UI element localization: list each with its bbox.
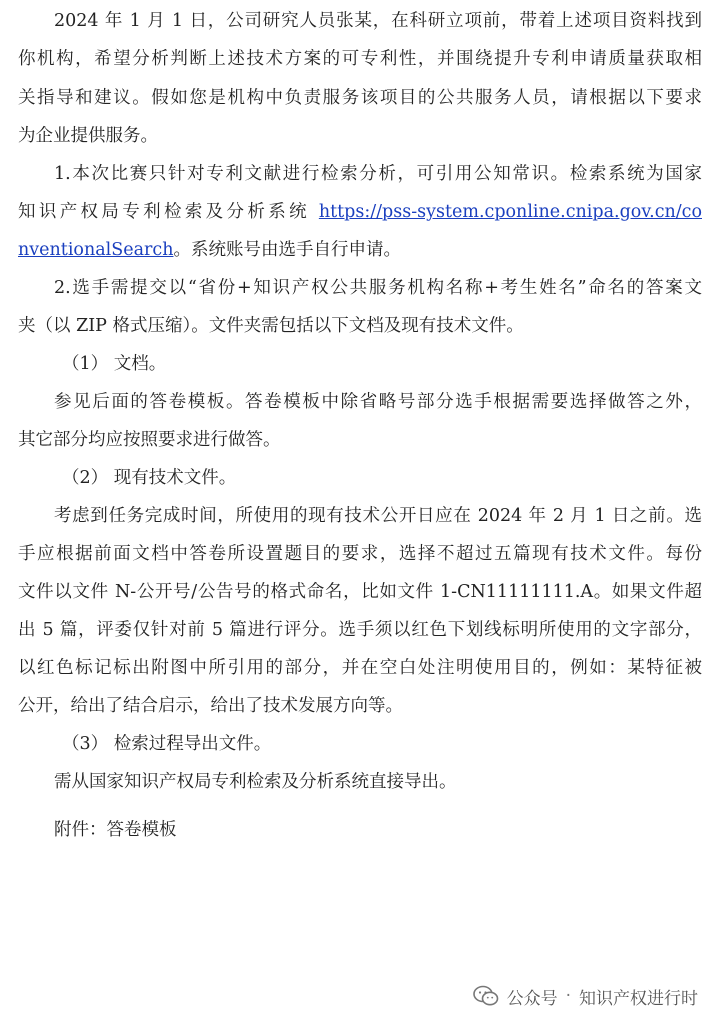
section-3-line-1: 需从国家知识产权局专利检索及分析系统直接导出。 (54, 772, 457, 792)
item-1-line-1: 1.本次比赛只针对专利文献进行检索分析，可引用公知常识。检索系统为国家 (54, 164, 702, 184)
section-2-line-4: 出 5 篇，评委仅针对前 5 篇进行评分。选手须以红色下划线标明所使用的文字部分， (18, 620, 702, 640)
watermark (473, 982, 698, 1010)
paragraph-1-line-2: 你机构，希望分析判断上述技术方案的可专利性，并围绕提升专利申请质量获取相 (18, 49, 702, 69)
section-2-line-3: 文件以文件 N-公开号/公告号的格式命名，比如文件 1-CN11111111.A。如果文件超 (18, 582, 702, 602)
section-2-line-1: 考虑到任务完成时间，所使用的现有技术公开日应在 2024 年 2 月 1 日之前。选 (54, 506, 702, 526)
paragraph-1-line-1: 2024 年 1 月 1 日，公司研究人员张某，在科研立项前，带着上述项目资料找到 (54, 11, 702, 31)
item-2-line-2: 夹（以 ZIP 格式压缩）。文件夹需包括以下文档及现有技术文件。 (18, 316, 524, 336)
section-1-line-2: 其它部分均应按照要求进行做答。 (18, 430, 281, 450)
wechat-official-account-icon (473, 985, 499, 1007)
watermark-account-label: 公众号 (506, 988, 558, 1009)
section-2-line-2: 手应根据前面文档中答卷所设置题目的要求，选择不超过五篇现有技术文件。每份 (18, 544, 702, 564)
attachment-note: 附件：答卷模板 (54, 820, 177, 840)
watermark-name: 知识产权进行时 (579, 988, 698, 1009)
search-system-link[interactable]: https://pss-system.cponline.cnipa.gov.cn/co (318, 202, 702, 222)
item-1-line-2 (18, 198, 702, 226)
item-1-line-2-text: 知识产权局专利检索及分析系统 (18, 202, 319, 222)
section-2-line-5: 以红色标记标出附图中所引用的部分，并在空白处注明使用目的，例如：某特征被 (18, 658, 702, 678)
paragraph-1-line-3: 关指导和建议。假如您是机构中负责服务该项目的公共服务人员，请根据以下要求 (18, 88, 702, 108)
section-3-heading: （3） 检索过程导出文件。 (62, 734, 272, 754)
section-2-heading: （2） 现有技术文件。 (62, 468, 237, 488)
item-1-line-3 (18, 236, 702, 264)
watermark-separator: · (565, 986, 571, 1006)
paragraph-1-line-4: 为企业提供服务。 (18, 126, 158, 146)
item-2-line-1: 2.选手需提交以“省份+知识产权公共服务机构名称+考生姓名”命名的答案文 (54, 278, 702, 298)
item-1-line-3-text: 。系统账号由选手自行申请。 (173, 240, 401, 260)
search-system-link-continued[interactable]: nventionalSearch (18, 240, 174, 260)
section-2-line-6: 公开，给出了结合启示，给出了技术发展方向等。 (18, 696, 403, 716)
section-1-heading: （1） 文档。 (62, 354, 167, 374)
section-1-line-1: 参见后面的答卷模板。答卷模板中除省略号部分选手根据需要选择做答之外， (54, 392, 702, 412)
